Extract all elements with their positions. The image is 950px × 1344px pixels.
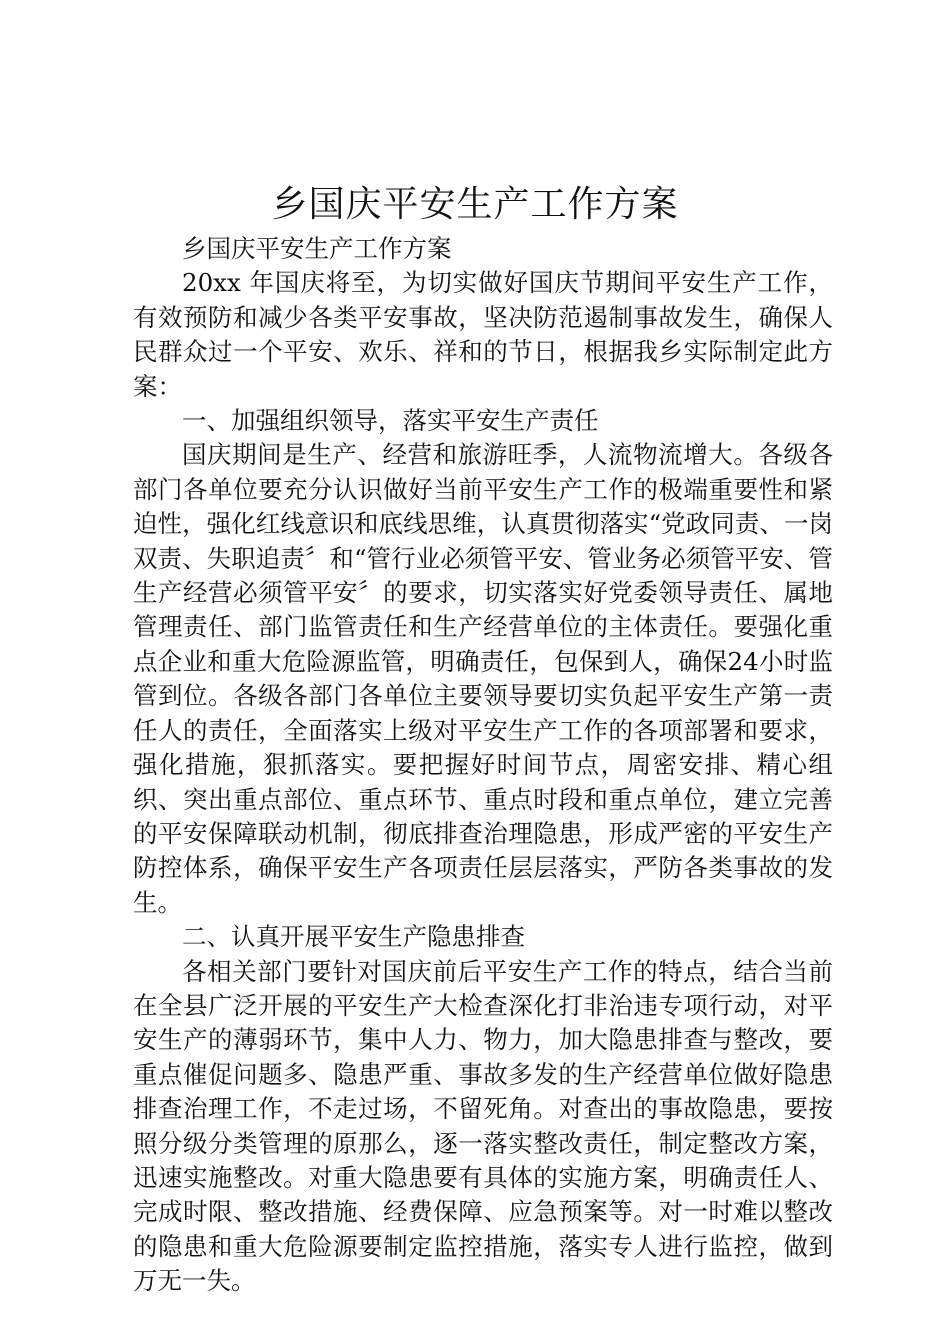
section-1-paragraph: 国庆期间是生产、经营和旅游旺季，人流物流增大。各级各部门各单位要充分认识做好当前平安生产工作的极端重要性和紧迫性，强化红线意识和底线思维，认真贯彻落实“党政同责、一岗双责、失职追责〞和“管行业必须管平安、管业务必须管平安、管生产经营必须管平安〞的要求，切实落实好党委领导责任、属地管理责任、部门监管责任和生产经营单位的主体责任。要强化重点企业和重大危险源监管，明确责任，包保到人，确保24小时监管到位。各级各部门各单位主要领导要切实负起平安生产第一责任人的责任，全面落实上级对平安生产工作的各项部署和要求，强化措施，狠抓落实。要把握好时间节点，周密安排、精心组织、突出重点部位、重点环节、重点时段和重点单位，建立完善的平安保障联动机制，彻底排查治理隐患，形成严密的平安生产防控体系，确保平安生产各项责任层层落实，严防各类事故的发生。 (133, 440, 833, 917)
section-heading-1: 一、加强组织领导，落实平安生产责任 (182, 406, 599, 436)
section-heading-2: 二、认真开展平安生产隐患排查 (182, 922, 525, 952)
document-title: 乡国庆平安生产工作方案 (271, 184, 679, 225)
subtitle-paragraph: 乡国庆平安生产工作方案 (182, 234, 452, 263)
section-2-paragraph: 各相关部门要针对国庆前后平安生产工作的特点，结合当前在全县广泛开展的平安生产大检查深化打非治违专项行动，对平安生产的薄弱环节，集中人力、物力，加大隐患排查与整改，要重点催促问题多、隐患严重、事故多发的生产经营单位做好隐患排查治理工作，不走过场，不留死角。对查出的事故隐患，要按照分级分类管理的原那么，逐一落实整改责任，制定整改方案，迅速实施整改。对重大隐患要有具体的实施方案，明确责任人、完成时限、整改措施、经费保障、应急预案等。对一时难以整改的隐患和重大危险源要制定监控措施，落实专人进行监控，做到万无一失。 (133, 956, 833, 1296)
document-body (133, 232, 833, 1299)
intro-paragraph: 20xx 年国庆将至，为切实做好国庆节期间平安生产工作，有效预防和减少各类平安事故，坚决防范遏制事故发生，确保人民群众过一个平安、欢乐、祥和的节日，根据我乡实际制定此方案： (133, 268, 833, 401)
